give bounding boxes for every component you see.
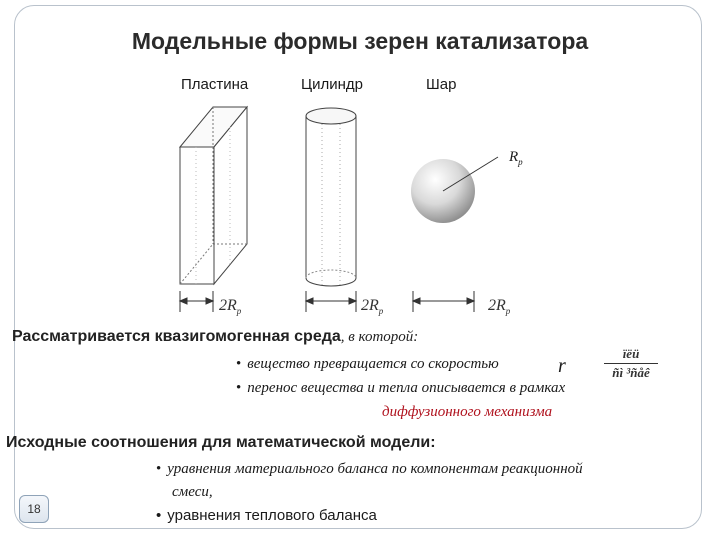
svg-text:2Rp: $2R_p$ bbox=[488, 297, 511, 316]
plate-shape bbox=[180, 107, 247, 284]
rate-units-denominator: ñì ³ñåê bbox=[612, 365, 650, 380]
model-item-material-balance: • уравнения материального баланса по компонентам реакционной bbox=[156, 461, 583, 477]
intro-statement bbox=[12, 328, 418, 346]
mechanism-text: диффузионного механизма bbox=[382, 404, 553, 420]
model-item-continuation: смеси, bbox=[172, 484, 213, 500]
label-cylinder: Цилиндр bbox=[301, 76, 363, 93]
label-sphere: Шар bbox=[426, 76, 457, 93]
page-number: 18 bbox=[19, 495, 49, 523]
slide-title: Модельные формы зерен катализатора bbox=[131, 28, 589, 54]
svg-text:2Rp: $2R_p$ bbox=[219, 297, 242, 316]
bullet-reaction-rate: • вещество превращается со скоростью bbox=[236, 356, 499, 372]
label-plate: Пластина bbox=[181, 76, 249, 93]
bullet-transport: • перенос вещества и тепла описывается в рамках bbox=[236, 380, 566, 396]
rate-symbol: r bbox=[558, 355, 566, 377]
section-heading: Исходные соотношения для математической модели: bbox=[6, 434, 436, 451]
model-item-heat-balance: • уравнения теплового баланса bbox=[156, 507, 377, 524]
sphere-shape bbox=[411, 149, 523, 223]
svg-text:2Rp: $2R_p$ bbox=[361, 297, 384, 316]
cylinder-shape bbox=[306, 108, 356, 286]
sphere-radius-label: $R_p$ bbox=[509, 149, 523, 167]
intro-bold: Рассматривается квазигомогенная среда bbox=[12, 328, 341, 345]
rate-units-fraction bbox=[604, 346, 658, 381]
sphere-dimension bbox=[413, 291, 511, 316]
rate-units-numerator: ïëü bbox=[604, 346, 658, 364]
cylinder-dimension bbox=[306, 291, 384, 316]
intro-italic: , в которой: bbox=[340, 329, 419, 345]
plate-dimension bbox=[180, 291, 242, 316]
